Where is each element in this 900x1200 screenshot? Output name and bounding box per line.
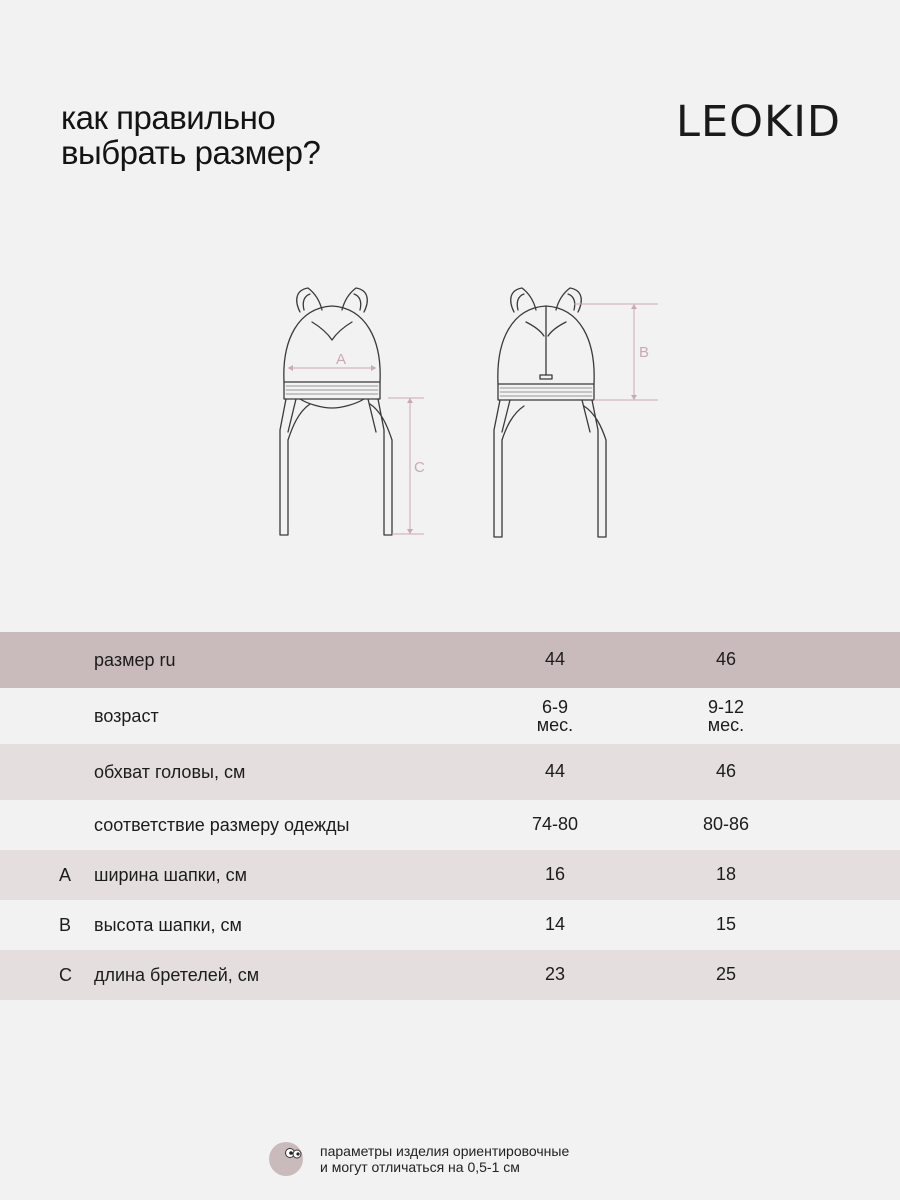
table-row [0, 688, 900, 744]
brand-logo: LEOKID [676, 97, 841, 147]
footnote-line-1: параметры изделия ориентировочные [320, 1143, 570, 1159]
size-44-value: 6-9 мес. [536, 697, 574, 735]
size-44-value: 14 [544, 914, 566, 934]
size-44-value: 23 [544, 964, 566, 984]
size-46-value: 15 [715, 914, 737, 934]
size-44-value: 44 [544, 761, 566, 781]
size-44-value: 74-80 [531, 814, 579, 834]
size-44-value: 16 [544, 864, 566, 884]
row-label: размер ru [94, 650, 176, 670]
table-row [0, 800, 900, 850]
page-title [61, 100, 320, 170]
mascot-icon [268, 1141, 304, 1177]
table-row [0, 632, 900, 688]
row-label: соответствие размеру одежды [94, 815, 350, 835]
hat-back-view [494, 288, 606, 537]
hat-diagram [260, 280, 680, 550]
size-46-value: 18 [715, 864, 737, 884]
table-row [0, 850, 900, 900]
row-letter: C [59, 965, 72, 985]
size-46-value: 46 [715, 649, 737, 669]
row-label: возраст [94, 706, 159, 726]
size-46-value: 46 [715, 761, 737, 781]
title-line-2: выбрать размер? [61, 134, 321, 171]
row-label: длина бретелей, см [94, 965, 260, 985]
size-46-value: 80-86 [702, 814, 750, 834]
row-letter: B [59, 915, 72, 935]
title-line-1: как правильно [61, 99, 276, 136]
hat-front-view [280, 288, 392, 535]
table-row [0, 900, 900, 950]
measure-c-label: C [414, 459, 425, 476]
table-row [0, 950, 900, 1000]
measure-a-label: A [336, 351, 347, 368]
footnote [268, 1138, 648, 1178]
size-44-value: 44 [544, 649, 566, 669]
size-46-value: 9-12 мес. [707, 697, 745, 735]
row-label: обхват головы, см [94, 762, 246, 782]
table-row [0, 744, 900, 800]
row-letter: A [59, 865, 72, 885]
footnote-line-2: и могут отличаться на 0,5-1 см [320, 1159, 520, 1175]
row-label: ширина шапки, см [94, 865, 248, 885]
size-table [0, 632, 900, 1000]
row-label: высота шапки, см [94, 915, 242, 935]
size-46-value: 25 [715, 964, 737, 984]
measure-b-label: B [639, 344, 650, 361]
